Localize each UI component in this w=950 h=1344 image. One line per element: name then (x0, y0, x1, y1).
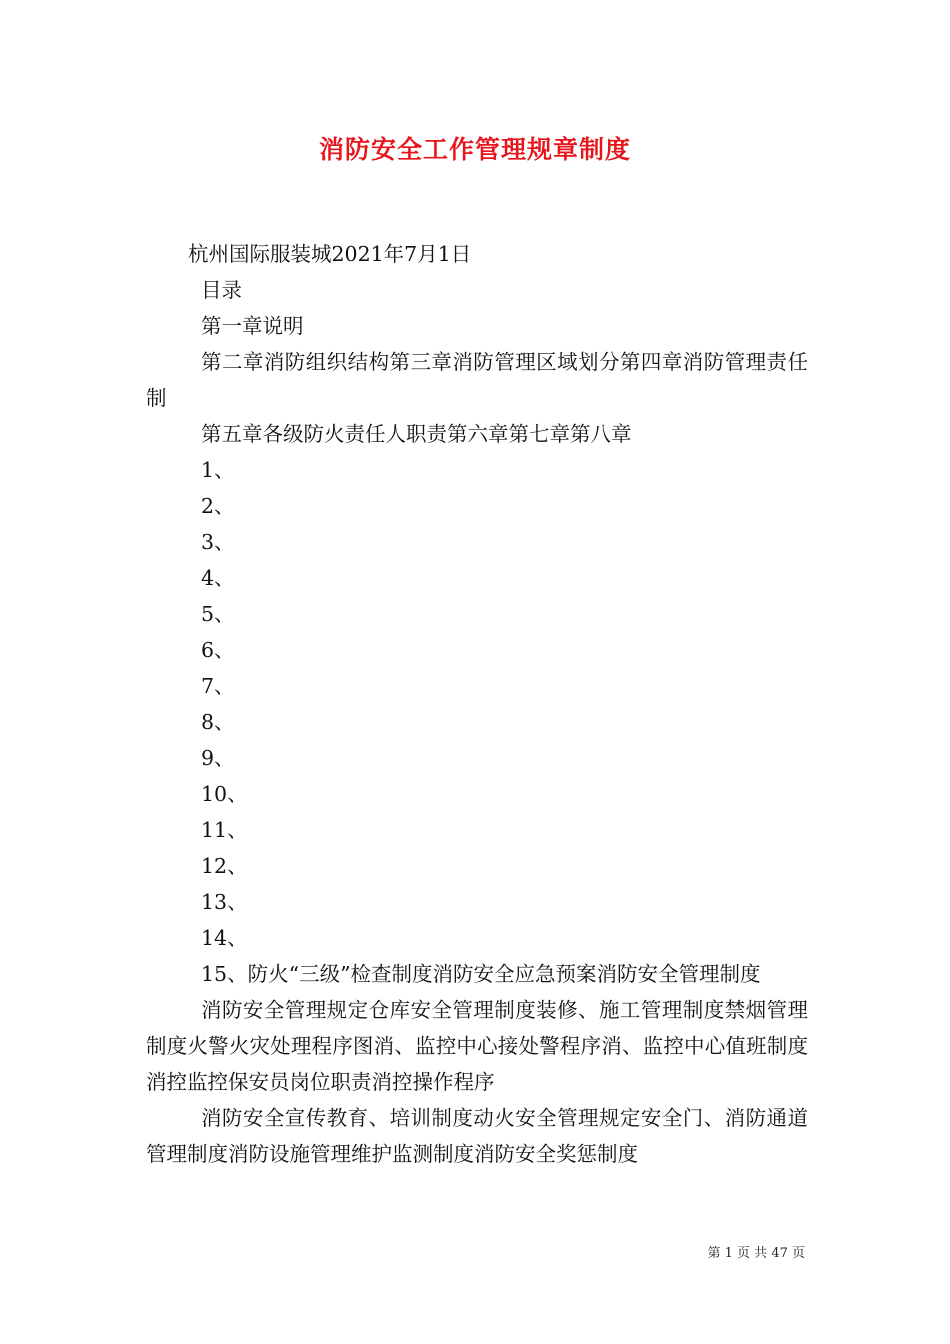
document-title: 消防安全工作管理规章制度 (318, 135, 631, 164)
chapters-2-4-paragraph: 第二章消防组织结构第三章消防管理区域划分第四章消防管理责任制 (146, 350, 808, 410)
numbered-item: 1、 (201, 458, 235, 482)
numbered-item: 7、 (201, 674, 235, 698)
item-15-paragraph: 15、防火“三级”检查制度消防安全应急预案消防安全管理制度 (201, 962, 761, 986)
numbered-item: 4、 (201, 566, 235, 590)
page-number-footer: 第 1 页 共 47 页 (707, 1246, 805, 1261)
numbered-item: 5、 (201, 602, 235, 626)
numbered-item: 6、 (201, 638, 235, 662)
numbered-item: 3、 (201, 530, 235, 554)
document-body (146, 236, 808, 1172)
numbered-item: 10、 (201, 782, 248, 806)
numbered-item: 2、 (201, 494, 235, 518)
date-line: 杭州国际服装城2021年7月1日 (188, 242, 472, 266)
chapters-5-8-line: 第五章各级防火责任人职责第六章第七章第八章 (201, 422, 632, 446)
numbered-item: 12、 (201, 854, 248, 878)
regulations-paragraph: 消防安全管理规定仓库安全管理制度装修、施工管理制度禁烟管理制度火警火灾处理程序图消、监控中心接处警程序消、监控中心值班制度消控监控保安员岗位职责消控操作程序 (146, 998, 808, 1094)
numbered-item: 14、 (201, 926, 248, 950)
numbered-item: 13、 (201, 890, 248, 914)
numbered-item: 8、 (201, 710, 235, 734)
toc-heading: 目录 (201, 278, 242, 302)
chapter-1-line: 第一章说明 (201, 314, 304, 338)
education-paragraph: 消防安全宣传教育、培训制度动火安全管理规定安全门、消防通道管理制度消防设施管理维护监测制度消防安全奖惩制度 (146, 1106, 808, 1166)
numbered-item: 11、 (201, 818, 248, 842)
numbered-item: 9、 (201, 746, 235, 770)
